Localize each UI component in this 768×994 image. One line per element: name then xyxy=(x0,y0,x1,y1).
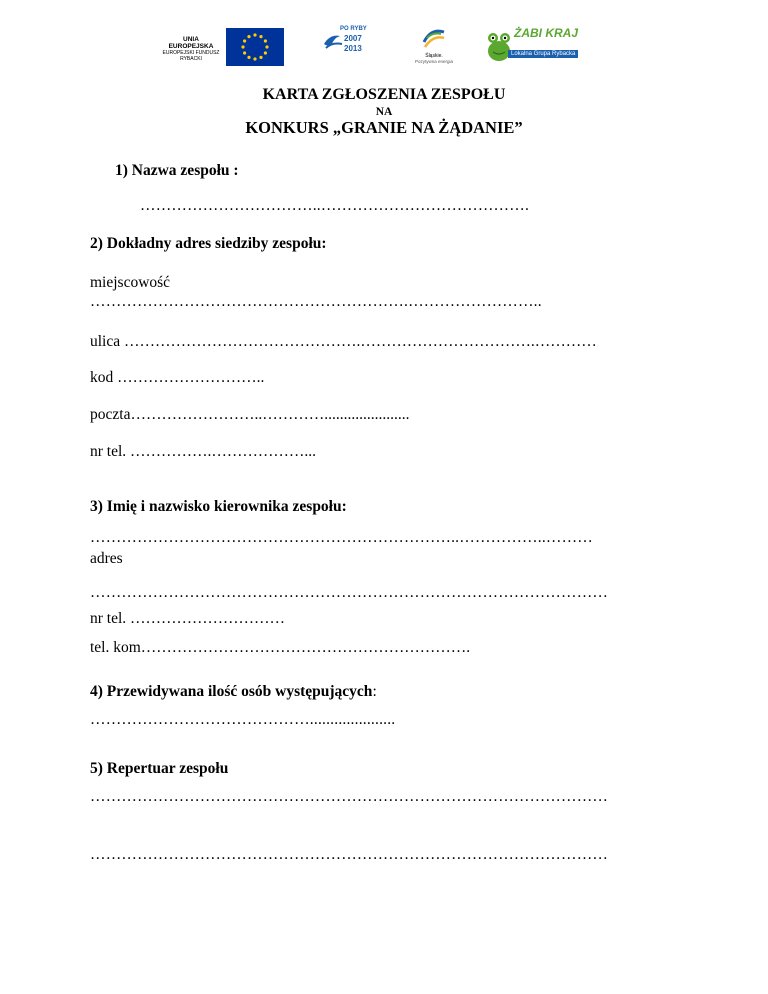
po-ryby-year-1: 2007 xyxy=(344,34,362,43)
repertoire-field-2[interactable]: ……………………………………………………………………………………… xyxy=(90,846,609,863)
zabi-kraj-logo xyxy=(484,20,584,70)
po-ryby-text: PO RYBY xyxy=(340,26,367,32)
leader-tel-kom-field[interactable]: tel. kom………………………………………………………. xyxy=(90,639,471,656)
eu-flag-icon xyxy=(226,28,284,66)
slaskie-swirl-icon xyxy=(421,26,447,50)
zabi-kraj-subtitle: Lokalna Grupa Rybacka xyxy=(508,50,578,58)
leader-name-field[interactable]: ……………………………………………………………..……………..……… xyxy=(90,529,593,546)
section-4-colon: : xyxy=(372,683,377,700)
eu-line-2: EUROPEJSKI FUNDUSZ xyxy=(162,50,220,56)
eu-text-logo xyxy=(160,20,222,70)
slaskie-tagline: Pozytywna energia xyxy=(414,59,454,64)
form-title-na: NA xyxy=(375,106,393,118)
section-1-heading: 1) Nazwa zespołu : xyxy=(115,162,239,179)
band-name-field[interactable]: ……………………………..…………………………………. xyxy=(140,197,530,214)
frog-icon xyxy=(484,25,514,65)
section-2-heading: 2) Dokładny adres siedziby zespołu: xyxy=(90,235,327,252)
eu-line-3: RYBACKI xyxy=(180,56,202,62)
eu-line-1: UNIA EUROPEJSKA xyxy=(168,36,214,50)
section-4-heading-wrap xyxy=(90,683,377,701)
adres-label: adres xyxy=(90,550,123,567)
nr-tel-field[interactable]: nr tel. …………….………………... xyxy=(90,443,317,460)
ulica-field[interactable]: ulica ……………………………………….…………………………….………… xyxy=(90,333,597,350)
section-5-heading: 5) Repertuar zespołu xyxy=(90,760,229,777)
wave-icon xyxy=(322,30,344,52)
kod-field[interactable]: kod ……………………….. xyxy=(90,369,265,386)
poczta-field[interactable]: poczta……………………..…………...................... xyxy=(90,406,410,423)
contest-title: KONKURS „GRANIE NA ŻĄDANIE” xyxy=(245,118,523,137)
zabi-kraj-title: ŻABI KRAJ xyxy=(514,26,579,40)
leader-address-field[interactable]: ……………………………………………………………………………………… xyxy=(90,584,609,601)
logo-strip xyxy=(160,20,584,70)
leader-nr-tel-field[interactable]: nr tel. ………………………… xyxy=(90,610,286,627)
repertoire-field-1[interactable]: ……………………………………………………………………………………… xyxy=(90,788,609,805)
section-4-heading: 4) Przewidywana ilość osób występujących xyxy=(90,683,373,700)
miejscowosc-label: miejscowość xyxy=(90,274,171,291)
slaskie-name: Śląskie. xyxy=(425,53,443,59)
form-title: KARTA ZGŁOSZENIA ZESPOŁU xyxy=(262,86,506,103)
slaskie-logo xyxy=(412,20,456,70)
po-ryby-logo xyxy=(322,20,368,70)
performers-count-field[interactable]: ……………………………………..................... xyxy=(90,711,396,728)
section-3-heading: 3) Imię i nazwisko kierownika zespołu: xyxy=(90,498,347,515)
miejscowosc-field[interactable]: …………………………………………………….…………………….. xyxy=(90,293,542,310)
po-ryby-year-2: 2013 xyxy=(344,44,362,53)
